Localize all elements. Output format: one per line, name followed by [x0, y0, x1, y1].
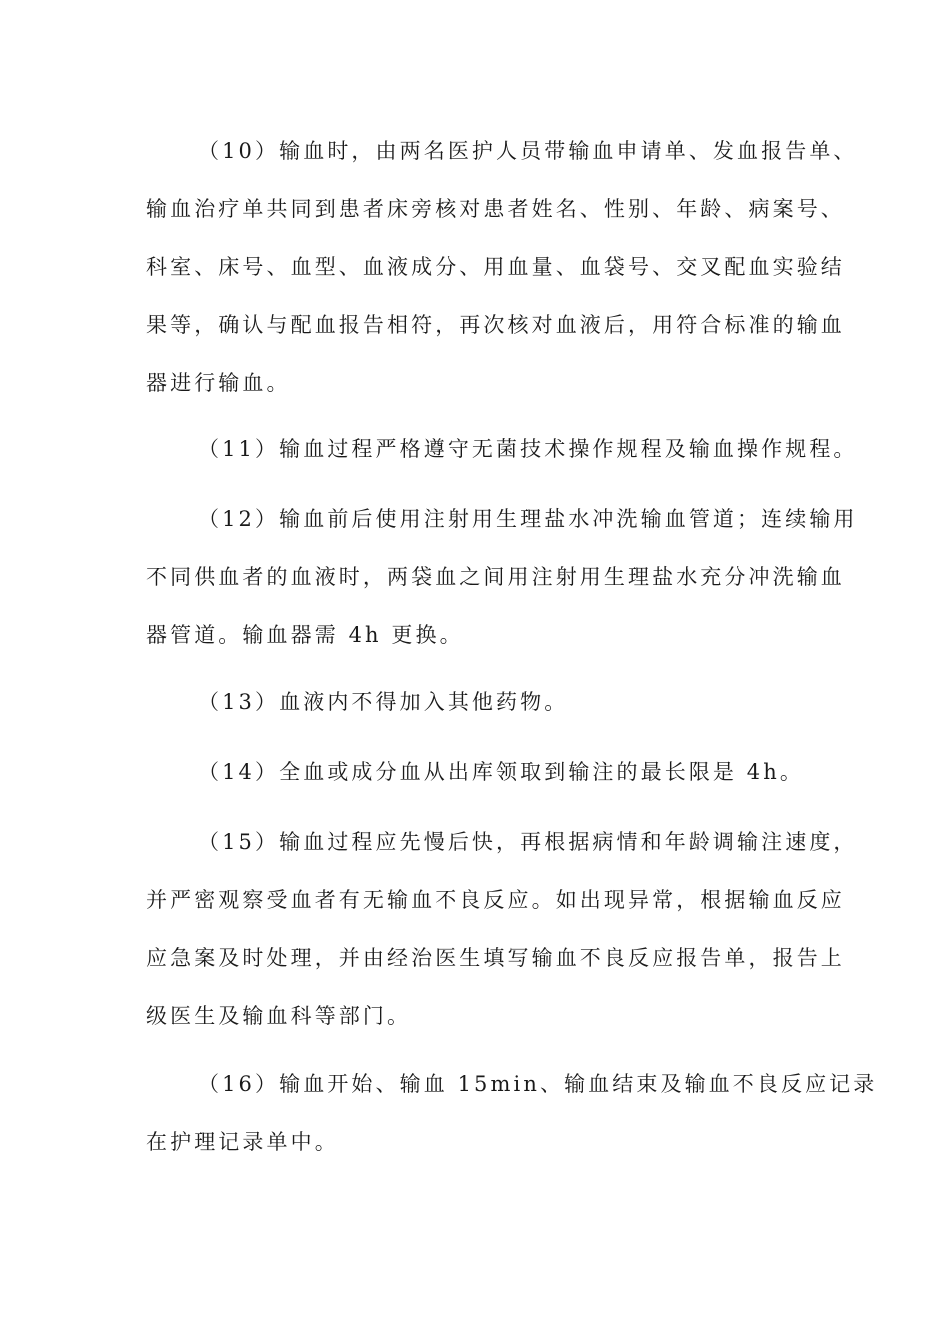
paragraph-line: （14）全血或成分血从出库领取到输注的最长限是 4h。: [198, 760, 804, 784]
paragraph-15: [146, 813, 858, 1045]
paragraph-line: 器进行输血。: [146, 371, 291, 395]
paragraph-line: （10）输血时，由两名医护人员带输血申请单、发血报告单、: [198, 139, 858, 163]
paragraph-line: （11）输血过程严格遵守无菌技术操作规程及输血操作规程。: [198, 437, 858, 461]
paragraph-line: 应急案及时处理，并由经治医生填写输血不良反应报告单，报告上: [146, 946, 845, 970]
paragraph-16: [146, 1055, 878, 1171]
paragraph-line: 输血治疗单共同到患者床旁核对患者姓名、性别、年龄、病案号、: [146, 197, 845, 221]
paragraph-14: [146, 743, 806, 801]
paragraph-line: 在护理记录单中。: [146, 1130, 339, 1154]
paragraph-line: 果等，确认与配血报告相符，再次核对血液后，用符合标准的输血: [146, 313, 845, 337]
paragraph-line: （16）输血开始、输血 15min、输血结束及输血不良反应记录: [198, 1072, 878, 1096]
paragraph-line: 器管道。输血器需 4h 更换。: [146, 623, 464, 647]
paragraph-line: （13）血液内不得加入其他药物。: [198, 690, 569, 714]
paragraph-line: （12）输血前后使用注射用生理盐水冲洗输血管道；连续输用: [198, 507, 858, 531]
paragraph-line: 不同供血者的血液时，两袋血之间用注射用生理盐水充分冲洗输血: [146, 565, 845, 589]
paragraph-11: [146, 420, 858, 478]
paragraph-12: [146, 490, 858, 664]
paragraph-13: [146, 673, 806, 731]
paragraph-line: 级医生及输血科等部门。: [146, 1004, 412, 1028]
paragraph-line: （15）输血过程应先慢后快，再根据病情和年龄调输注速度，: [198, 830, 858, 854]
paragraph-10: [146, 122, 858, 412]
paragraph-line: 科室、床号、血型、血液成分、用血量、血袋号、交叉配血实验结: [146, 255, 845, 279]
paragraph-line: 并严密观察受血者有无输血不良反应。如出现异常，根据输血反应: [146, 888, 845, 912]
